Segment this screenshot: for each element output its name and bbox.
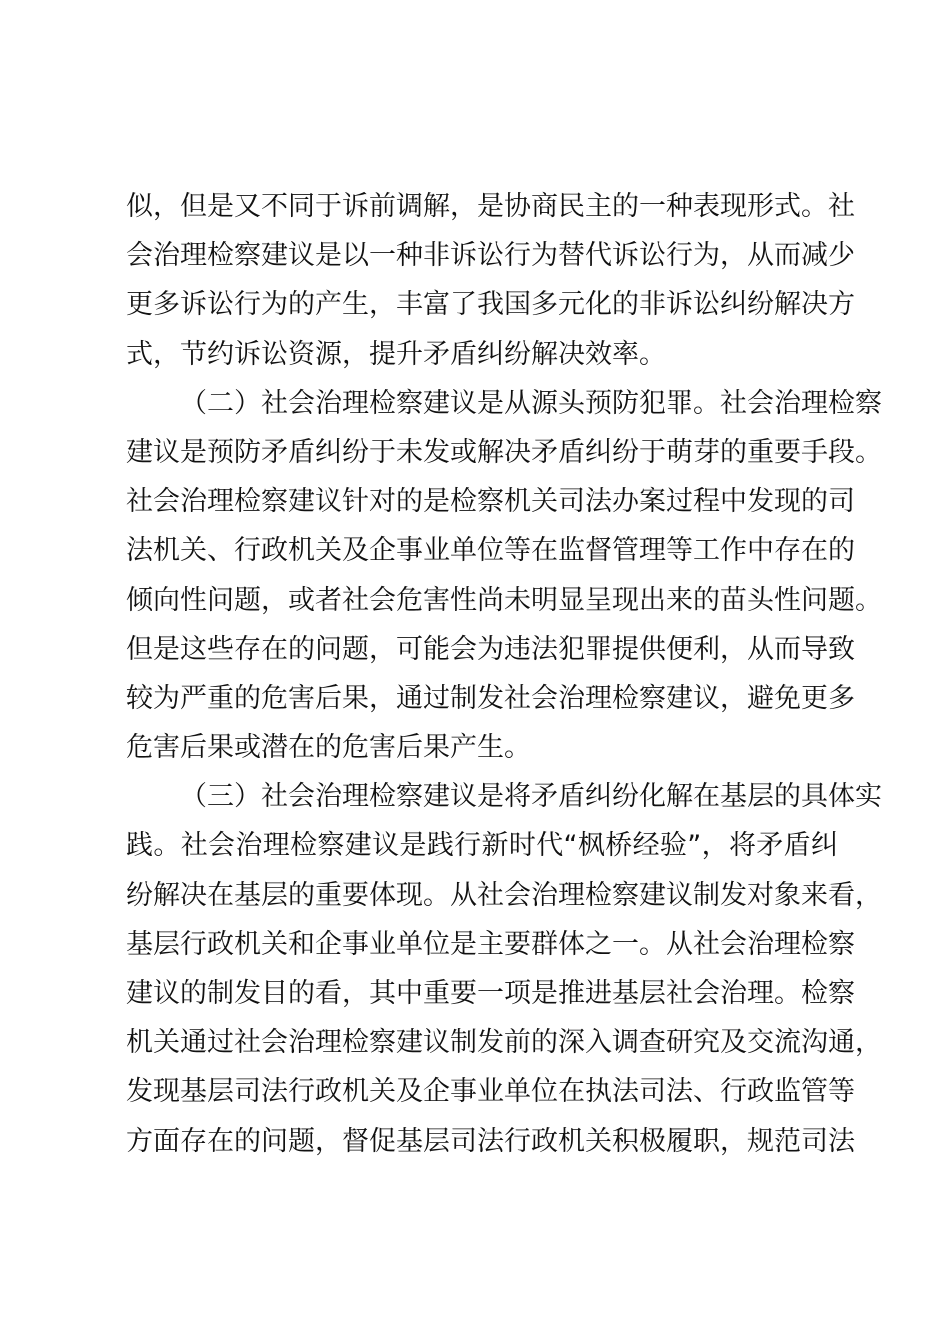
paragraph-3-line-6: 机关通过社会治理检察建议制发前的深入调查研究及交流沟通，: [126, 1027, 882, 1059]
paragraph-3-line-3: 纷解决在基层的重要体现。从社会治理检察建议制发对象来看，: [126, 879, 882, 911]
paragraph-2-line-3: 社会治理检察建议针对的是检察机关司法办案过程中发现的司: [126, 486, 855, 518]
paragraph-1-line-4: 式，节约诉讼资源，提升矛盾纠纷解决效率。: [126, 338, 666, 370]
paragraph-2-line-2: 建议是预防矛盾纠纷于未发或解决矛盾纠纷于萌芽的重要手段。: [126, 436, 882, 468]
paragraph-1-line-3: 更多诉讼行为的产生，丰富了我国多元化的非诉讼纠纷解决方: [126, 289, 855, 321]
paragraph-1-line-1: 似，但是又不同于诉前调解，是协商民主的一种表现形式。社: [126, 191, 855, 222]
paragraph-2-line-8: 危害后果或潜在的危害后果产生。: [126, 732, 531, 764]
paragraph-3-line-1: （三）社会治理检察建议是将矛盾纠纷化解在基层的具体实: [180, 781, 882, 813]
paragraph-3-line-7: 发现基层司法行政机关及企事业单位在执法司法、行政监管等: [126, 1076, 855, 1108]
paragraph-3-line-8: 方面存在的问题，督促基层司法行政机关积极履职，规范司法: [126, 1125, 855, 1157]
paragraph-2-line-1: （二）社会治理检察建议是从源头预防犯罪。社会治理检察: [180, 387, 882, 419]
paragraph-2-line-7: 较为严重的危害后果，通过制发社会治理检察建议，避免更多: [126, 682, 855, 714]
paragraph-2-line-5: 倾向性问题，或者社会危害性尚未明显呈现出来的苗头性问题。: [126, 584, 882, 616]
paragraph-3-line-5: 建议的制发目的看，其中重要一项是推进基层社会治理。检察: [126, 978, 855, 1009]
paragraph-3-line-2: 践。社会治理检察建议是践行新时代“枫桥经验”，将矛盾纠: [126, 830, 838, 862]
paragraph-2-line-4: 法机关、行政机关及企事业单位等在监督管理等工作中存在的: [126, 535, 855, 567]
document-body: [126, 182, 882, 1166]
paragraph-3-line-4: 基层行政机关和企事业单位是主要群体之一。从社会治理检察: [126, 928, 855, 960]
paragraph-1-line-2: 会治理检察建议是以一种非诉讼行为替代诉讼行为，从而减少: [126, 240, 855, 272]
paragraph-2-line-6: 但是这些存在的问题，可能会为违法犯罪提供便利，从而导致: [126, 633, 855, 665]
